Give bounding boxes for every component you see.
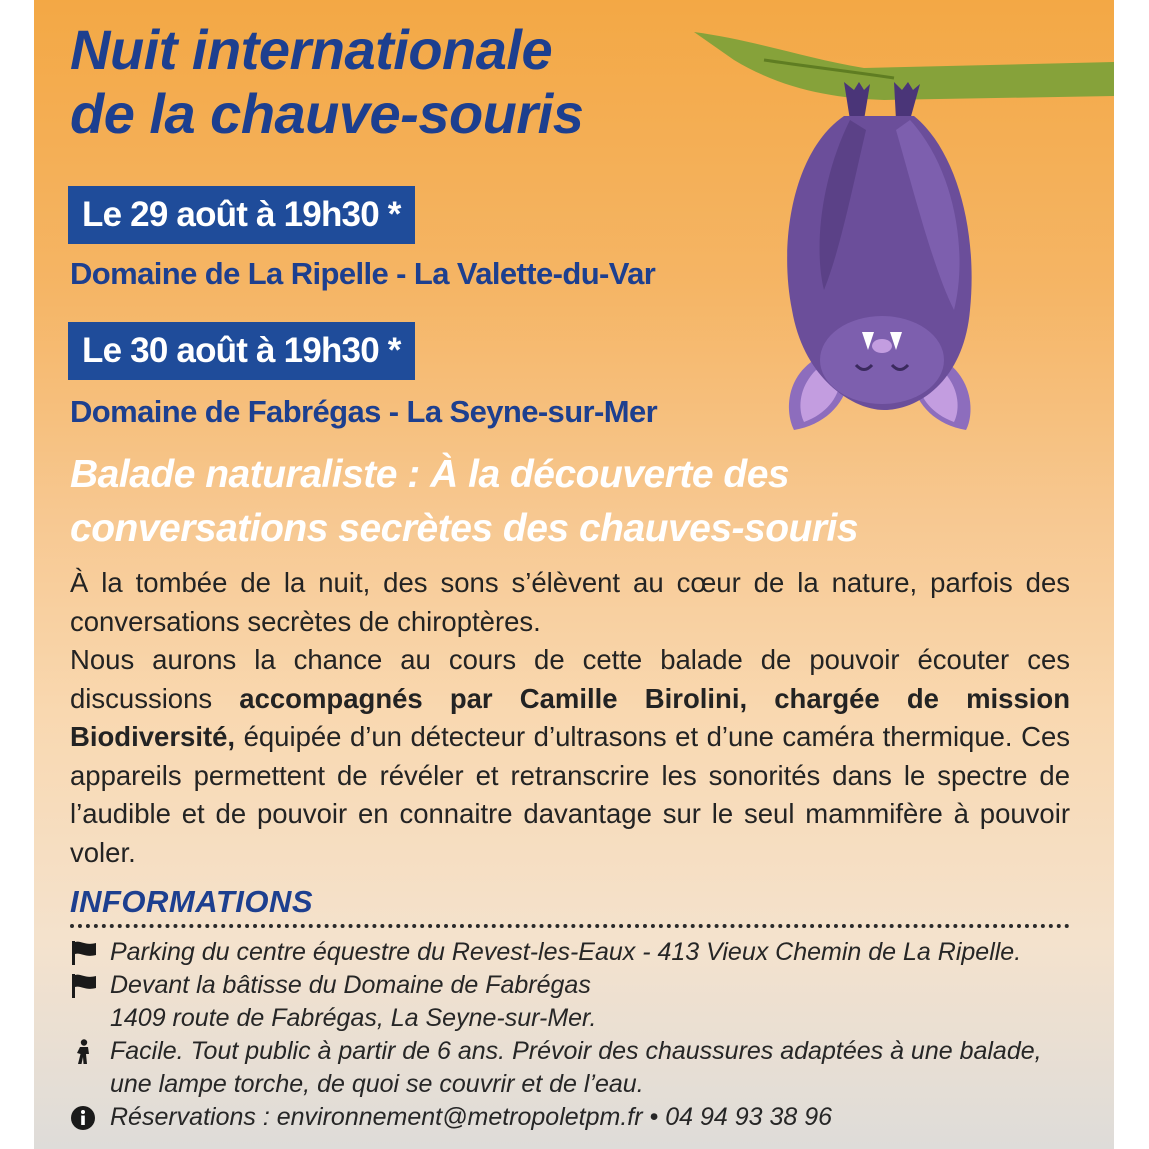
page-title: [70, 18, 583, 146]
subtitle-line-2: conversations secrètes des chauves-souris: [70, 507, 859, 550]
description-p2-end: équipée d’un détecteur d’ultrasons et d’une caméra thermique. Ces appareils permettent de révéler et retranscrire les sonorités dans le spectre de l’audible et de pouvoir en connaitre davantage sur le seul mammifère à pouvoir voler.: [70, 721, 1070, 868]
info-item-fabregas-line-2: 1409 route de Fabrégas, La Seyne-sur-Mer.: [110, 1004, 597, 1032]
description-paragraph-1: À la tombée de la nuit, des sons s’élèvent au cœur de la nature, parfois des conversations secrètes de chiroptères.: [70, 567, 1070, 637]
event-date-2: Le 30 août à 19h30 *: [68, 322, 415, 380]
walker-icon: [70, 1039, 98, 1065]
description: [70, 564, 1070, 872]
description-p2-highlight: accompagnés par Camille Birolini, chargée de mission Biodiversité,: [70, 682, 1070, 752]
event-place-2: Domaine de Fabrégas - La Seyne-sur-Mer: [70, 394, 658, 429]
event-subtitle: [70, 448, 858, 556]
event-place-1: Domaine de La Ripelle - La Valette-du-Var: [70, 256, 656, 291]
info-item-difficulty: [70, 1035, 1090, 1101]
info-item-difficulty-line-2: une lampe torche, de quoi se couvrir et de l’eau.: [110, 1070, 644, 1098]
title-line-2: de la chauve-souris: [70, 82, 584, 145]
info-item-parking: [70, 936, 1090, 969]
info-item-fabregas: [70, 969, 1090, 1035]
dotted-divider: [70, 924, 1070, 928]
description-paragraph-2: [70, 641, 1070, 872]
info-item-reservations: [70, 1101, 1090, 1134]
flag-icon: [70, 973, 98, 999]
event-date-1: Le 29 août à 19h30 *: [68, 186, 415, 244]
poster: [34, 0, 1114, 1149]
hanging-bat-illustration: [694, 20, 1114, 430]
title-line-1: Nuit internationale: [70, 18, 553, 81]
informations-heading: INFORMATIONS: [70, 884, 314, 919]
info-item-fabregas-line-1: Devant la bâtisse du Domaine de Fabrégas: [110, 971, 591, 999]
info-item-reservations-line-1: Réservations : environnement@metropoletpm.fr • 04 94 93 38 96: [110, 1103, 833, 1131]
description-p2-start: Nous aurons la chance au cours de cette balade de pouvoir écouter ces discussions: [70, 644, 1070, 714]
info-item-parking-line-1: Parking du centre équestre du Revest-les-Eaux - 413 Vieux Chemin de La Ripelle.: [110, 938, 1022, 966]
bat-face: [820, 316, 944, 404]
flag-icon: [70, 940, 98, 966]
bat-nose: [872, 339, 892, 353]
info-item-difficulty-line-1: Facile. Tout public à partir de 6 ans. Prévoir des chaussures adaptées à une balade,: [110, 1037, 1042, 1065]
subtitle-line-1: Balade naturaliste : À la découverte des: [70, 453, 790, 496]
info-icon: [70, 1105, 98, 1131]
informations-list: [70, 936, 1090, 1134]
